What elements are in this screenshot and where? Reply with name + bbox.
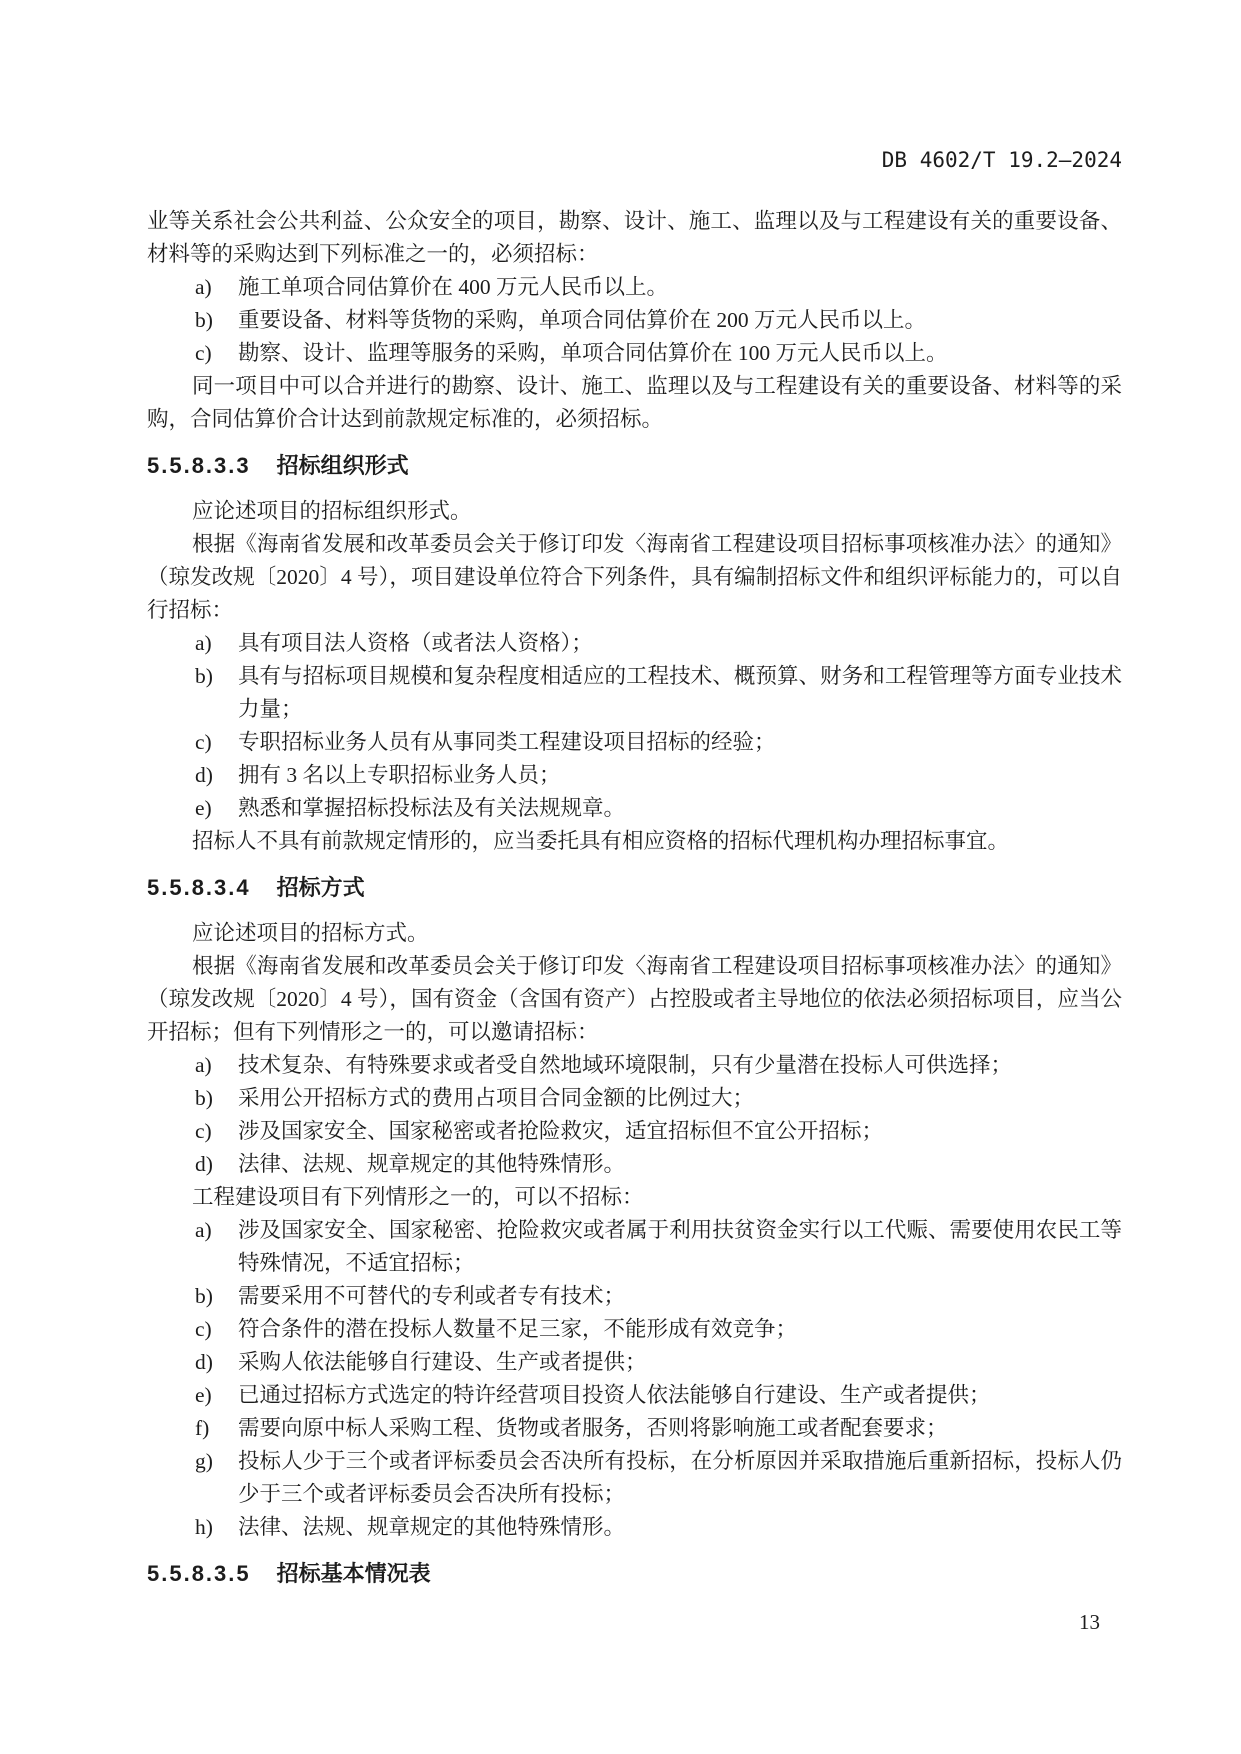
clause-heading (147, 871, 1122, 904)
list-marker: c) (195, 1119, 212, 1143)
list-item (147, 726, 1122, 759)
list-marker: b) (195, 1086, 213, 1110)
list-marker: f) (195, 1416, 210, 1440)
list-item-text: 法律、法规、规章规定的其他特殊情形。 (238, 1152, 626, 1176)
clause-heading (147, 449, 1122, 482)
list-marker: g) (195, 1449, 213, 1473)
list-item-text: 专职招标业务人员有从事同类工程建设项目招标的经验； (238, 730, 776, 754)
list-item-text: 具有项目法人资格（或者法人资格）； (238, 631, 593, 655)
list-marker: d) (195, 763, 213, 787)
list-marker: b) (195, 308, 213, 332)
paragraph: 业等关系社会公共利益、公众安全的项目，勘察、设计、施工、监理以及与工程建设有关的重要设备、材料等的采购达到下列标准之一的，必须招标： (147, 209, 1122, 266)
list-marker: d) (195, 1350, 213, 1374)
paragraph: 根据《海南省发展和改革委员会关于修订印发〈海南省工程建设项目招标事项核准办法〉的通知》（琼发改规〔2020〕4 号），国有资金（含国有资产）占控股或者主导地位的依法必须招标项目，应当公开招标；但有下列情形之一的，可以邀请招标： (147, 954, 1122, 1044)
list-marker: h) (195, 1515, 213, 1539)
list-item (147, 1148, 1122, 1181)
list-item (147, 1115, 1122, 1148)
document-body (147, 205, 1122, 1603)
list-marker: e) (195, 796, 212, 820)
list-item (147, 337, 1122, 370)
paragraph: 根据《海南省发展和改革委员会关于修订印发〈海南省工程建设项目招标事项核准办法〉的通知》（琼发改规〔2020〕4 号），项目建设单位符合下列条件，具有编制招标文件和组织评标能力的，可以自行招标： (147, 532, 1122, 622)
list-item-text: 采用公开招标方式的费用占项目合同金额的比例过大； (238, 1086, 755, 1110)
list-item (147, 271, 1122, 304)
clause-title: 招标方式 (276, 875, 365, 900)
page-number: 13 (1079, 1610, 1100, 1634)
paragraph: 应论述项目的招标方式。 (192, 921, 429, 945)
list-marker: a) (195, 1218, 212, 1242)
list-marker: e) (195, 1383, 212, 1407)
list-item (147, 1049, 1122, 1082)
list-item (147, 304, 1122, 337)
list-marker: c) (195, 341, 212, 365)
standard-code-header: DB 4602/T 19.2—2024 (881, 148, 1122, 172)
list-marker: b) (195, 1284, 213, 1308)
list-item-text: 已通过招标方式选定的特许经营项目投资人依法能够自行建设、生产或者提供； (238, 1383, 991, 1407)
list-item (147, 1445, 1122, 1511)
list-marker: a) (195, 1053, 212, 1077)
list-item-text: 涉及国家安全、国家秘密、抢险救灾或者属于利用扶贫资金实行以工代赈、需要使用农民工等特殊情况，不适宜招标； (238, 1218, 1122, 1275)
list-item-text: 施工单项合同估算价在 400 万元人民币以上。 (238, 275, 669, 299)
list-item (147, 1313, 1122, 1346)
list-marker: a) (195, 275, 212, 299)
clause-title: 招标组织形式 (276, 453, 409, 478)
clause-number: 5.5.8.3.3 (147, 453, 251, 478)
paragraph: 同一项目中可以合并进行的勘察、设计、施工、监理以及与工程建设有关的重要设备、材料等的采购，合同估算价合计达到前款规定标准的，必须招标。 (147, 374, 1122, 431)
list-item-text: 投标人少于三个或者评标委员会否决所有投标，在分析原因并采取措施后重新招标，投标人仍少于三个或者评标委员会否决所有投标； (238, 1449, 1122, 1506)
clause-number: 5.5.8.3.4 (147, 875, 251, 900)
list-marker: b) (195, 664, 213, 688)
list-item-text: 采购人依法能够自行建设、生产或者提供； (238, 1350, 647, 1374)
list-item-text: 勘察、设计、监理等服务的采购，单项合同估算价在 100 万元人民币以上。 (238, 341, 948, 365)
list-marker: a) (195, 631, 212, 655)
list-item (147, 1379, 1122, 1412)
list-item-text: 重要设备、材料等货物的采购，单项合同估算价在 200 万元人民币以上。 (238, 308, 927, 332)
clause-heading (147, 1557, 1122, 1590)
paragraph: 招标人不具有前款规定情形的，应当委托具有相应资格的招标代理机构办理招标事宜。 (192, 829, 1010, 853)
list-item-text: 熟悉和掌握招标投标法及有关法规规章。 (238, 796, 626, 820)
list-item (147, 660, 1122, 726)
paragraph: 应论述项目的招标组织形式。 (192, 499, 472, 523)
list-item-text: 需要向原中标人采购工程、货物或者服务，否则将影响施工或者配套要求； (238, 1416, 948, 1440)
list-item (147, 1214, 1122, 1280)
list-item-text: 具有与招标项目规模和复杂程度相适应的工程技术、概预算、财务和工程管理等方面专业技术力量； (238, 664, 1122, 721)
list-item-text: 涉及国家安全、国家秘密或者抢险救灾，适宜招标但不宜公开招标； (238, 1119, 884, 1143)
list-marker: c) (195, 1317, 212, 1341)
list-item-text: 法律、法规、规章规定的其他特殊情形。 (238, 1515, 626, 1539)
clause-number: 5.5.8.3.5 (147, 1561, 251, 1586)
clause-title: 招标基本情况表 (276, 1561, 431, 1586)
list-item (147, 1511, 1122, 1544)
list-item (147, 1082, 1122, 1115)
list-item-text: 需要采用不可替代的专利或者专有技术； (238, 1284, 626, 1308)
list-item (147, 1412, 1122, 1445)
list-item (147, 792, 1122, 825)
list-item (147, 1346, 1122, 1379)
list-marker: c) (195, 730, 212, 754)
list-item-text: 符合条件的潜在投标人数量不足三家，不能形成有效竞争； (238, 1317, 798, 1341)
paragraph: 工程建设项目有下列情形之一的，可以不招标： (192, 1185, 644, 1209)
list-item-text: 拥有 3 名以上专职招标业务人员； (238, 763, 561, 787)
list-item (147, 1280, 1122, 1313)
list-marker: d) (195, 1152, 213, 1176)
list-item (147, 627, 1122, 660)
list-item-text: 技术复杂、有特殊要求或者受自然地域环境限制，只有少量潜在投标人可供选择； (238, 1053, 1013, 1077)
list-item (147, 759, 1122, 792)
